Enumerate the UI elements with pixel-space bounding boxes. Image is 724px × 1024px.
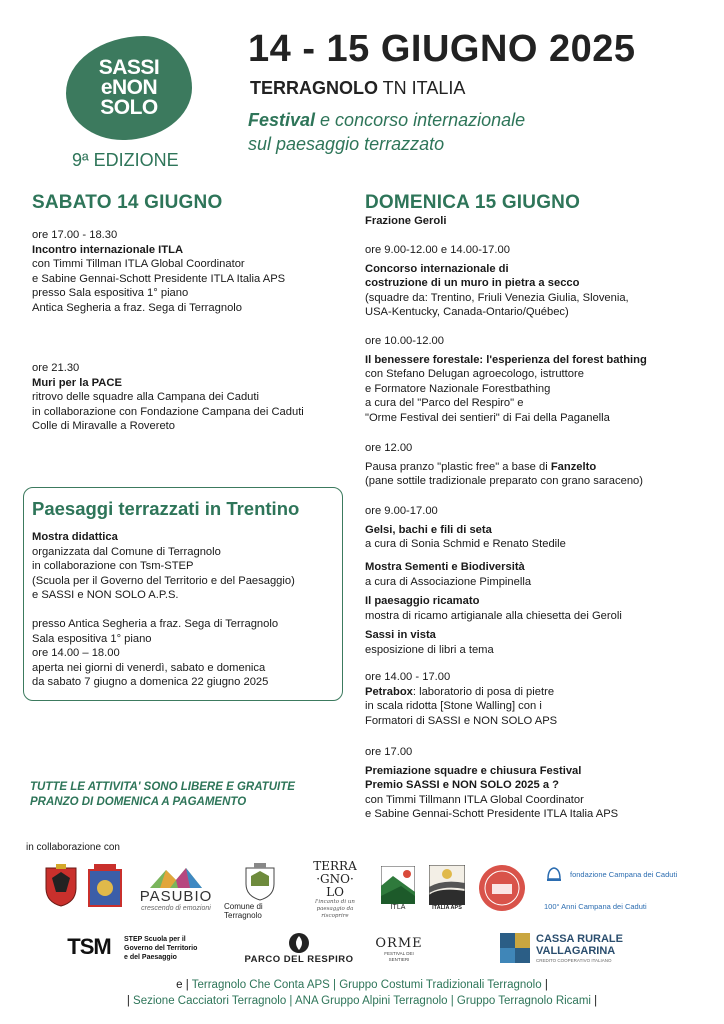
collaboration-label: in collaborazione con — [26, 842, 120, 853]
sunday-location — [365, 214, 446, 229]
itla-name: ITLA — [390, 903, 406, 911]
comunita-coat-of-arms-icon — [88, 864, 122, 912]
sunday-event-sassi — [365, 628, 494, 657]
pasubio-mountains-icon — [146, 866, 206, 888]
location-label: Frazione Geroli — [365, 215, 447, 227]
terragnolo-line: ·GNO· — [316, 872, 354, 886]
cassa-line: VALLAGARINA — [536, 944, 616, 957]
event-title: costruzione di un muro in pietra a secco — [365, 277, 580, 290]
event-title: Petrabox — [365, 685, 413, 698]
event-title: Gelsi, bachi e fili di seta — [365, 523, 492, 536]
terragnolo-line: TERRA — [313, 859, 357, 873]
event-title: Incontro internazionale ITLA — [32, 243, 184, 256]
logo-line: SASSI — [98, 56, 160, 79]
logo-line: eNON — [100, 76, 158, 99]
step-line: Governo del Territorio — [124, 945, 198, 952]
event-title: Muri per la PACE — [32, 376, 122, 389]
sunday-event-gelsi — [365, 504, 566, 552]
comune-crest-icon — [243, 862, 277, 902]
fondazione-campana-logo — [544, 864, 694, 884]
event-line: con Timmi Tillmann ITLA Global Coordinator — [365, 793, 584, 806]
festival-subtitle — [248, 108, 525, 156]
parco-name: PARCO DEL RESPIRO — [244, 953, 354, 965]
stone-wall-stamp-icon — [478, 864, 526, 912]
event-line: in scala ridotta [Stone Walling] con i — [365, 700, 542, 713]
event-time: ore 17.00 - 18.30 — [32, 229, 118, 241]
sunday-event-petrabox — [365, 670, 557, 728]
event-title: Premiazione squadre e chiusura Festival — [365, 764, 582, 777]
event-title: Fanzelto — [550, 460, 597, 473]
event-time: ore 17.00 — [365, 746, 413, 758]
event-line: Antica Segheria a fraz. Sega di Terragnolo — [32, 301, 242, 314]
event-title: Il benessere forestale: l'esperienza del forest bathing — [365, 353, 647, 366]
itla-logo — [381, 864, 415, 912]
footer-sep: e | — [176, 979, 192, 991]
comune-terragnolo-logo — [224, 862, 296, 920]
exhibit-line: aperta nei giorni di venerdì, sabato e domenica — [32, 661, 266, 674]
event-line: "Orme Festival dei sentieri" di Fai della Paganella — [365, 411, 610, 424]
fondazione-name: fondazione Campana dei Caduti — [570, 869, 678, 879]
itla-italia-name: ITALIA APS — [432, 905, 462, 911]
footer-line-2 — [0, 995, 724, 1007]
event-time: ore 14.00 - 17.00 — [365, 671, 451, 683]
event-title: Premio SASSI e NON SOLO 2025 a ? — [365, 779, 559, 792]
itla-landscape-icon — [381, 866, 415, 904]
exhibit-line: ore 14.00 – 18.00 — [32, 647, 120, 660]
leaf-icon — [288, 932, 310, 954]
bell-icon — [544, 865, 564, 883]
anni-campana-logo — [544, 896, 694, 916]
cassa-rurale-logo — [500, 930, 670, 966]
event-line: con Stefano Delugan agroecologo, istruttore — [365, 368, 584, 381]
itla-italia-logo — [429, 862, 465, 914]
orme-tagline: FESTIVAL DEI SENTIERI — [384, 950, 414, 962]
exhibit-line: organizzata dal Comune di Terragnolo — [32, 545, 221, 558]
festival-logo — [66, 36, 192, 140]
footer-partners-1: Terragnolo Che Conta APS | Gruppo Costumi Tradizionali Terragnolo — [191, 979, 542, 991]
subtitle-line2: sul paesaggio terrazzato — [248, 134, 445, 154]
place-town: TERRAGNOLO — [250, 78, 378, 98]
event-line: in collaborazione con Fondazione Campana dei Caduti — [32, 405, 304, 418]
sunday-event-concorso — [365, 243, 629, 320]
event-title: Sassi in vista — [365, 629, 436, 641]
tsm-logo — [54, 934, 124, 960]
exhibit-line: (Scuola per il Governo del Territorio e del Paesaggio) — [32, 574, 295, 587]
exhibit-line: Sala espositiva 1° piano — [32, 632, 152, 645]
event-line: e Sabine Gennai-Schott Presidente ITLA Italia APS — [365, 808, 619, 821]
event-line: presso Sala espositiva 1° piano — [32, 287, 189, 300]
notice-line: TUTTE LE ATTIVITA' SONO LIBERE E GRATUITE — [30, 781, 295, 793]
event-line: Pausa pranzo "plastic free" a base di — [365, 460, 551, 473]
orme-name: ORME — [375, 935, 423, 951]
terragnolo-line: LO — [326, 885, 344, 899]
exhibit-line: e SASSI e NON SOLO A.P.S. — [32, 589, 179, 602]
footer-sep: | — [590, 995, 598, 1007]
exhibit-details — [32, 530, 295, 690]
exhibit-line: in collaborazione con Tsm-STEP — [32, 560, 194, 573]
cassa-tagline: CREDITO COOPERATIVO ITALIANO — [536, 957, 612, 963]
event-line: e Sabine Gennai-Schott Presidente ITLA Italia APS — [32, 272, 286, 285]
event-line: e Formatore Nazionale Forestbathing — [365, 382, 551, 395]
event-time: ore 12.00 — [365, 442, 413, 454]
sunday-event-ricamo — [365, 594, 622, 623]
sunday-event-premiazione — [365, 745, 618, 822]
event-time: ore 10.00-12.00 — [365, 335, 444, 347]
exhibit-line: da sabato 7 giugno a domenica 22 giugno 2025 — [32, 676, 269, 689]
notice-line: PRANZO DI DOMENICA A PAGAMENTO — [30, 796, 247, 808]
sunday-title: DOMENICA 15 GIUGNO — [365, 192, 581, 213]
step-line: STEP Scuola per il — [124, 936, 186, 943]
event-line: ritrovo delle squadre alla Campana dei Caduti — [32, 391, 259, 404]
footer-sep: | — [541, 979, 548, 991]
exhibit-line: presso Antica Segheria a fraz. Sega di Terragnolo — [32, 617, 279, 630]
footer-partners-2: Sezione Cacciatori Terragnolo | ANA Gruppo Alpini Terragnolo | Gruppo Terragnolo Ricami — [133, 995, 591, 1007]
edition-label: 9ª EDIZIONE — [72, 150, 179, 170]
saturday-title: SABATO 14 GIUGNO — [32, 192, 223, 213]
event-line: a cura di Associazione Pimpinella — [365, 575, 532, 588]
event-time: ore 9.00-17.00 — [365, 505, 438, 517]
event-line: a cura del "Parco del Respiro" e — [365, 397, 524, 410]
place-region: TN ITALIA — [378, 78, 466, 98]
free-notice — [30, 780, 295, 810]
sunday-event-lunch — [365, 441, 643, 489]
parco-del-respiro-logo — [240, 926, 358, 970]
pasubio-tagline: crescendo di emozioni — [141, 905, 211, 912]
event-line: : laboratorio di posa di pietre — [412, 685, 555, 698]
event-title: Mostra Sementi e Biodiversità — [365, 561, 525, 573]
step-line: e del Paesaggio — [124, 954, 177, 961]
saturday-event-pace — [32, 361, 304, 434]
sunday-event-forest — [365, 334, 647, 426]
pasubio-logo — [133, 862, 219, 916]
event-line: (pane sottile tradizionale preparato con grano saraceno) — [365, 475, 643, 488]
event-line: mostra di ricamo artigianale alla chiesetta dei Geroli — [365, 609, 622, 622]
festival-place — [250, 78, 465, 99]
event-line: a cura di Sonia Schmid e Renato Stedile — [365, 538, 566, 551]
festival-dates: 14 - 15 GIUGNO 2025 — [248, 28, 636, 70]
itla-italia-terraces-icon — [429, 865, 465, 905]
footer-sep: | — [126, 995, 134, 1007]
event-line: con Timmi Tillman ITLA Global Coordinator — [32, 258, 245, 271]
event-line: (squadre da: Trentino, Friuli Venezia Giulia, Slovenia, — [365, 291, 629, 304]
exhibit-title: Paesaggi terrazzati in Trentino — [32, 498, 300, 519]
tsm-name: TSM — [67, 934, 111, 959]
sunday-event-sementi — [365, 560, 531, 589]
event-time: ore 9.00-12.00 e 14.00-17.00 — [365, 244, 510, 256]
cassa-line: CASSA RURALE — [536, 932, 623, 945]
pasubio-name: PASUBIO — [139, 888, 213, 905]
terragnolo-tagline: l'incanto di un paesaggio da riscoprire — [315, 899, 355, 919]
event-line: esposizione di libri a tema — [365, 643, 494, 656]
cassa-rurale-emblem-icon — [500, 933, 530, 963]
saturday-event-itla — [32, 228, 285, 316]
event-line: Formatori di SASSI e NON SOLO APS — [365, 714, 558, 727]
subtitle-rest: e concorso internazionale — [315, 110, 526, 130]
event-line: Colle di Miravalle a Rovereto — [32, 420, 176, 433]
trentino-coat-of-arms-icon — [44, 864, 78, 908]
logo-line: SOLO — [100, 96, 158, 119]
comune-name: Comune di Terragnolo — [224, 902, 263, 920]
orme-logo — [375, 926, 423, 972]
exhibit-subtitle: Mostra didattica — [32, 531, 118, 543]
step-logo — [124, 935, 197, 962]
terragnolo-logo — [306, 860, 364, 920]
event-title: Il paesaggio ricamato — [365, 595, 480, 607]
anni-campana-name: 100° Anni Campana dei Caduti — [544, 901, 647, 911]
subtitle-bold: Festival — [248, 110, 316, 130]
footer-line-1 — [0, 979, 724, 991]
event-line: USA-Kentucky, Canada-Ontario/Québec) — [365, 306, 569, 319]
event-title: Concorso internazionale di — [365, 262, 509, 275]
event-time: ore 21.30 — [32, 362, 80, 374]
